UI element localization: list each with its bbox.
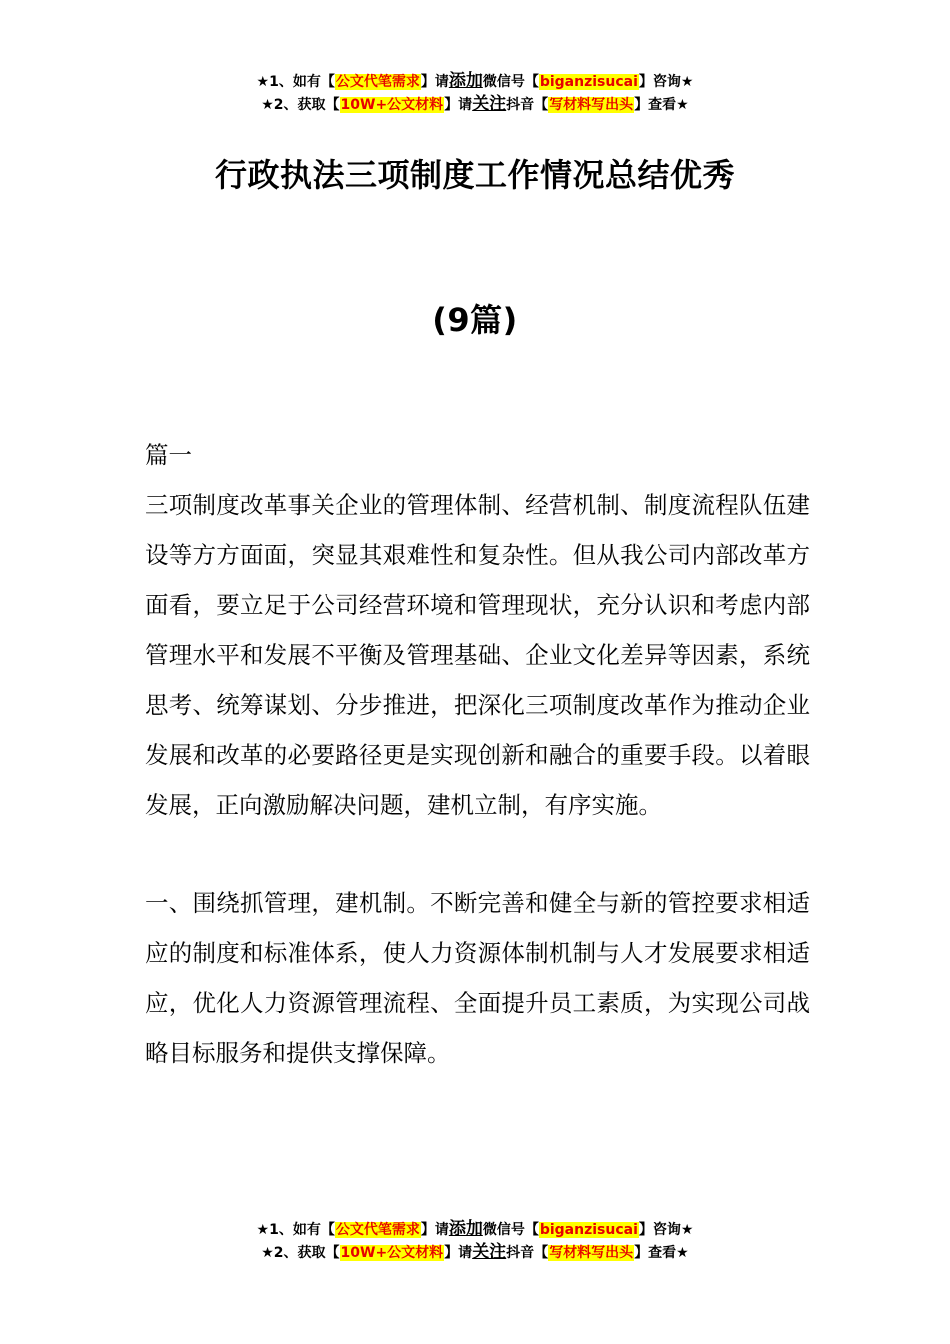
footer-highlight-douyin-id: 写材料写出头 — [549, 1245, 634, 1261]
footer-line-1-suffix: 】咨询★ — [638, 1222, 694, 1238]
header-line-1 — [0, 70, 950, 93]
footer-line-1-text-2: 微信号【 — [482, 1222, 539, 1238]
footer-line-2-text-2: 抖音【 — [506, 1245, 549, 1261]
header-banner — [0, 70, 950, 116]
body-paragraph-2: 一、围绕抓管理，建机制。不断完善和健全与新的管控要求相适应的制度和标准体系，使人力资源体制机制与人才发展要求相适应，优化人力资源管理流程、全面提升员工素质，为实现公司战略目标服务和提供支撑保障。 — [145, 889, 810, 1067]
header-line-2-suffix: 】查看★ — [634, 97, 689, 113]
header-line-1-text-2: 微信号【 — [482, 74, 539, 90]
paragraph-spacer — [145, 830, 810, 878]
document-body — [145, 430, 810, 1078]
footer-line-1-emphasis: 添加 — [448, 1219, 483, 1239]
header-line-1-suffix: 】咨询★ — [638, 74, 694, 90]
header-line-2-text-2: 抖音【 — [506, 97, 549, 113]
header-line-1-text: 】请 — [420, 74, 449, 90]
header-line-2-text: 】请 — [444, 97, 473, 113]
footer-banner — [0, 1218, 950, 1264]
footer-line-2-prefix: ★2、获取【 — [261, 1245, 340, 1261]
footer-line-2-suffix: 】查看★ — [634, 1245, 689, 1261]
header-highlight-douyin-id: 写材料写出头 — [549, 97, 634, 113]
header-line-2 — [0, 93, 950, 116]
header-highlight-wechat-id: biganzisucai — [539, 74, 638, 90]
header-highlight-service: 公文代笔需求 — [335, 74, 420, 90]
footer-line-2 — [0, 1241, 950, 1264]
document-title: 行政执法三项制度工作情况总结优秀 — [214, 156, 735, 194]
footer-highlight-materials: 10W+公文材料 — [340, 1245, 444, 1261]
footer-line-1-prefix: ★1、如有【 — [256, 1222, 335, 1238]
footer-line-1 — [0, 1218, 950, 1241]
footer-line-1-text: 】请 — [420, 1222, 449, 1238]
header-line-2-emphasis: 关注 — [472, 94, 507, 114]
document-subtitle: (9篇) — [432, 301, 518, 339]
footer-highlight-service: 公文代笔需求 — [335, 1222, 420, 1238]
footer-line-2-emphasis: 关注 — [472, 1242, 507, 1262]
body-paragraph-1: 三项制度改革事关企业的管理体制、经营机制、制度流程队伍建设等方方面面，突显其艰难性和复杂性。但从我公司内部改革方面看，要立足于公司经营环境和管理现状，充分认识和考虑内部管理水平和发展不平衡及管理基础、企业文化差异等因素，系统思考、统筹谋划、分步推进，把深化三项制度改革作为推动企业发展和改革的必要路径更是实现创新和融合的重要手段。以着眼发展，正向激励解决问题，建机立制，有序实施。 — [145, 491, 810, 819]
header-line-1-emphasis: 添加 — [448, 71, 483, 91]
header-line-1-prefix: ★1、如有【 — [256, 74, 335, 90]
section-label: 篇一 — [145, 441, 192, 469]
footer-line-2-text: 】请 — [444, 1245, 473, 1261]
header-highlight-materials: 10W+公文材料 — [340, 97, 444, 113]
header-line-2-prefix: ★2、获取【 — [261, 97, 340, 113]
footer-highlight-wechat-id: biganzisucai — [539, 1222, 638, 1238]
